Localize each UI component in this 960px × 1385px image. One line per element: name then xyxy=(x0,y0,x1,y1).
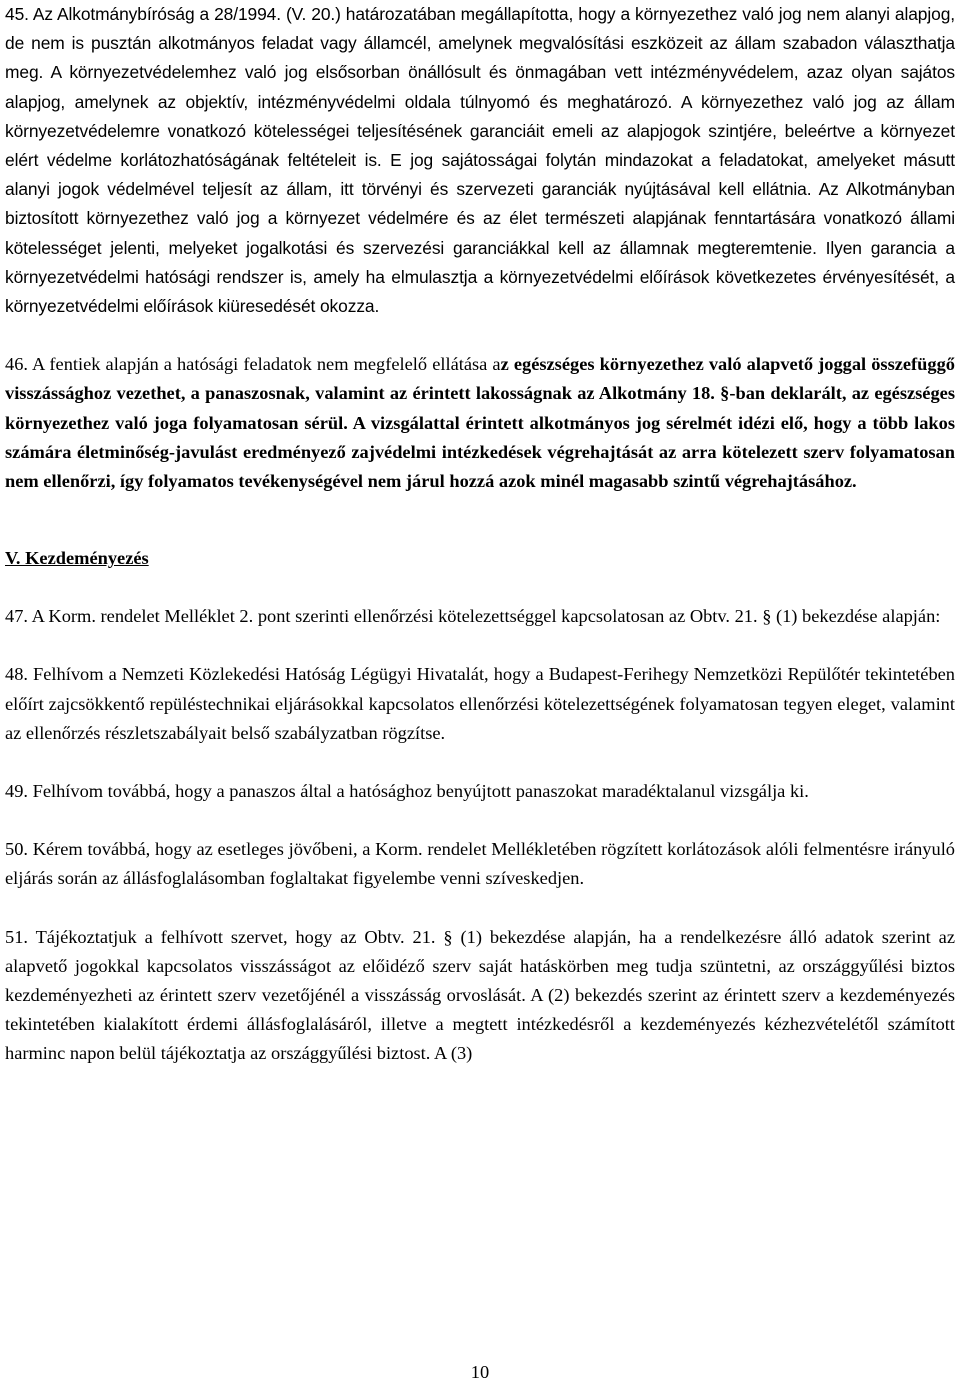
spacer xyxy=(5,894,955,923)
paragraph-51: 51. Tájékoztatjuk a felhívott szervet, hogy az Obtv. 21. § (1) bekezdése alapján, ha a rendelkezésre álló adatok szerint az alapvető jogokkal kapcsolatos visszásságot az előidéző szerv saját hatáskörben meg tudja szüntetni, az országgyűlési biztos kezdeményezheti az érintett szerv vezetőjénél a visszásság orvoslását. A (2) bekezdés szerint az érintett szerv a kezdeményezés tekintetében kialakított érdemi állásfoglalásáról, illetve a megtett intézkedésről a kezdeményezés kézhezvételétől számított harminc napon belül tájékoztatja az országgyűlési biztost. A (3) xyxy=(5,926,955,1064)
paragraph-49: 49. Felhívom továbbá, hogy a panaszos által a hatósághoz benyújtott panaszokat maradéktalanul vizsgálja ki. xyxy=(5,781,809,802)
spacer xyxy=(5,806,955,835)
paragraph-45-part2: A környezethez való jog az állam környezetvédelemre vonatkozó kötelességei teljesítésének garanciáit emeli az alapjogok szintjére, beleértve a környezet elért védelme korlátozhatóságának feltételeit is. xyxy=(5,91,955,171)
paragraph-46-normal: 46. A fentiek alapján a hatósági feladatok nem megfelelő ellátása a xyxy=(5,354,501,375)
spacer xyxy=(5,748,955,777)
paragraph-45-part3: E jog sajátosságai folytán mindazokat a feladatokat, amelyeket másutt alanyi jogok védelmével teljesít az állam, itt törvényi és szervezeti garanciák nyújtásával kell ellátnia. Az Alkotmányban biztosított környezethez való jog a környezet védelmére és az élet természeti alapjának fenntartására vonatkozó állami kötelességet jelenti, melyeket jogalkotási és szervezési garanciákkal kell az államnak megteremtenie. Ilyen garancia a környezetvédelmi hatósági rendszer is, amely ha elmulasztja a környezetvédelmi előírások következetes érvényesítését, a környezetvédelmi előírások kiüresedését okozza. xyxy=(5,150,955,317)
spacer xyxy=(5,573,955,602)
spacer xyxy=(5,631,955,660)
paragraph-47: 47. A Korm. rendelet Melléklet 2. pont szerinti ellenőrzési kötelezettséggel kapcsolatosan az Obtv. 21. § (1) bekezdése alapján: xyxy=(5,606,941,627)
section-heading: V. Kezdeményezés xyxy=(5,548,149,569)
paragraph-50: 50. Kérem továbbá, hogy az esetleges jövőbeni, a Korm. rendelet Mellékletében rögzített korlátozások alóli felmentésre irányuló eljárás során az állásfoglalásomban foglaltakat figyelembe venni szíveskedjen. xyxy=(5,839,955,889)
paragraph-48: 48. Felhívom a Nemzeti Közlekedési Hatóság Légügyi Hivatalát, hogy a Budapest-Ferihegy Nemzetközi Repülőtér tekintetében előírt zajcsökkentő repüléstechnikai eljárásokkal kapcsolatos ellenőrzési kötelezettségének folyamatosan tegyen eleget, valamint az ellenőrzés részletszabályait belső szabályzatban rögzítse. xyxy=(5,664,955,743)
spacer xyxy=(5,496,955,544)
paragraph-45-part1: 45. Az Alkotmánybíróság a 28/1994. (V. 20.) határozatában megállapította, hogy a környezethez való jog nem alanyi alapjog, de nem is pusztán alkotmányos feladat vagy államcél, amelynek megvalósítási eszközeit az állam szabadon választhatja meg. A környezetvédelemhez való jog elsősorban önállósult és önmagában vett intézményvédelem, azaz olyan sajátos alapjog, amelynek az objektív, intézményvédelmi oldala túlnyomó és meghatározó. xyxy=(5,4,955,112)
paragraph-46 xyxy=(5,350,955,496)
page-number: 10 xyxy=(470,1362,490,1382)
spacer xyxy=(5,321,955,350)
paragraph-46-bold: z egészséges környezethez való alapvető joggal összefüggő visszássághoz vezethet, a panaszosnak, valamint az érintett lakosságnak az Alkotmány 18. §-ban deklarált, az egészséges környezethez való joga folyamatosan sérül. A vizsgálattal érintett alkotmányos jog sérelmét idézi elő, hogy a több lakos számára életminőség-javulást eredményező zajvédelmi intézkedések végrehajtását az arra kötelezett szerv folyamatosan nem ellenőrzi, így folyamatos tevékenységével nem járul hozzá azok minél magasabb szintű végrehajtásához. xyxy=(5,354,955,492)
paragraph-45 xyxy=(5,0,955,321)
